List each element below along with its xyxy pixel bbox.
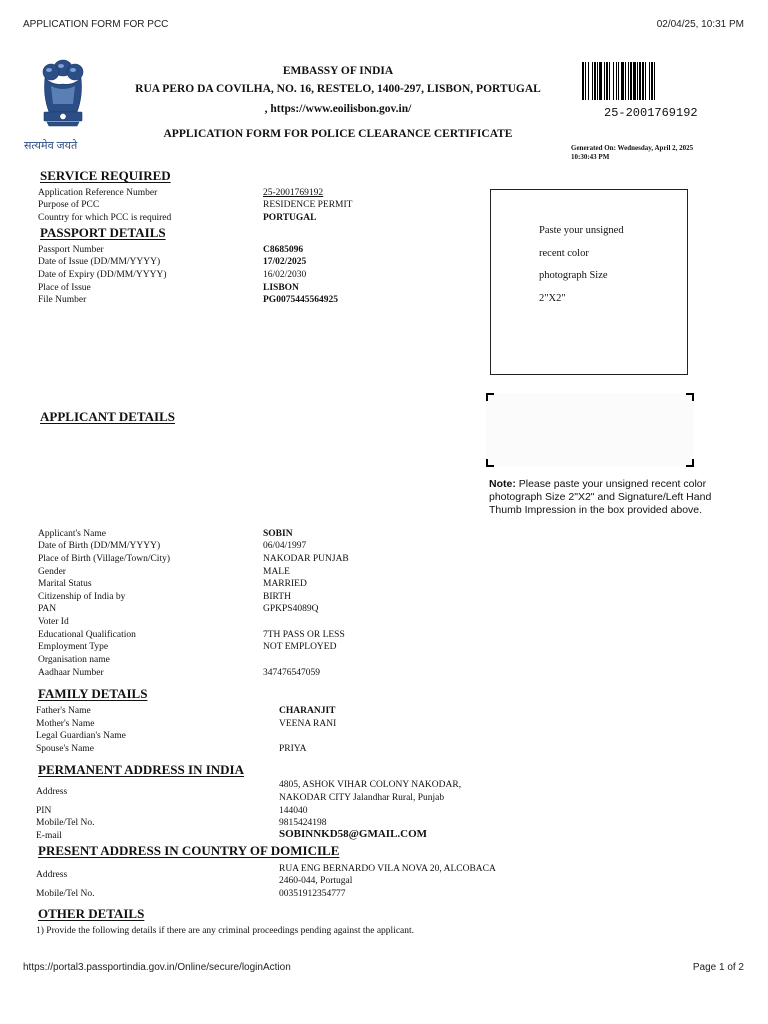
field-label: Organisation name xyxy=(38,655,110,665)
generated-on-time: 10:30:43 PM xyxy=(571,153,610,161)
corner-mark xyxy=(486,459,494,467)
field-label: Date of Birth (DD/MM/YYYY) xyxy=(38,541,161,551)
photo-instruction-line: photograph Size xyxy=(539,270,608,281)
section-title-applicant-details: APPLICANT DETAILS xyxy=(40,409,175,424)
field-label: Educational Qualification xyxy=(38,630,136,640)
field-value: RESIDENCE PERMIT xyxy=(263,200,353,210)
note-label: Note: xyxy=(489,478,516,490)
barcode-bars xyxy=(582,62,700,100)
field-value-pin: 144040 xyxy=(279,806,308,816)
photo-box xyxy=(490,189,688,375)
field-label: Mobile/Tel No. xyxy=(36,889,95,899)
field-value: GPKPS4089Q xyxy=(263,604,319,614)
field-label: Date of Expiry (DD/MM/YYYY) xyxy=(38,270,167,280)
field-value: PG0075445564925 xyxy=(263,295,338,305)
print-header-title: APPLICATION FORM FOR PCC xyxy=(23,19,169,30)
corner-mark xyxy=(686,393,694,401)
address-line: NAKODAR CITY Jalandhar Rural, Punjab xyxy=(279,793,445,803)
field-value: 17/02/2025 xyxy=(263,257,307,267)
field-label: Gender xyxy=(38,567,66,577)
national-emblem xyxy=(37,56,89,140)
barcode-bar xyxy=(655,62,657,100)
field-value: MARRIED xyxy=(263,579,307,589)
field-value: 06/04/1997 xyxy=(263,541,307,551)
field-label: Employment Type xyxy=(38,642,109,652)
field-value: MALE xyxy=(263,567,290,577)
field-value: VEENA RANI xyxy=(279,719,337,729)
field-value: PRIYA xyxy=(279,744,307,754)
embassy-name: EMBASSY OF INDIA xyxy=(282,65,394,77)
field-label: Father's Name xyxy=(36,706,91,716)
field-label: Mobile/Tel No. xyxy=(36,818,95,828)
field-label: PIN xyxy=(36,806,52,816)
emblem-motto: सत्यमेव जयते xyxy=(24,140,78,152)
field-label: PAN xyxy=(38,604,57,614)
generated-on xyxy=(571,144,741,162)
field-value-mobile: 9815424198 xyxy=(279,818,327,828)
corner-mark xyxy=(686,459,694,467)
field-value-email: SOBINNKD58@GMAIL.COM xyxy=(279,828,428,840)
field-value: BIRTH xyxy=(263,592,291,602)
address-line: 4805, ASHOK VIHAR COLONY NAKODAR, xyxy=(279,780,462,790)
barcode-number: 25-2001769192 xyxy=(604,106,698,120)
field-label: Citizenship of India by xyxy=(38,592,126,602)
print-footer-page: Page 1 of 2 xyxy=(692,962,744,973)
photo-instruction-line: Paste your unsigned xyxy=(539,225,624,236)
section-title-permanent-address: PERMANENT ADDRESS IN INDIA xyxy=(38,762,244,777)
field-value: CHARANJIT xyxy=(279,706,336,716)
corner-mark xyxy=(486,393,494,401)
field-label: Address xyxy=(36,870,68,880)
address-line: RUA ENG BERNARDO VILA NOVA 20, ALCOBACA xyxy=(279,864,496,874)
field-value: LISBON xyxy=(263,283,299,293)
section-title-service-required: SERVICE REQUIRED xyxy=(40,168,171,183)
section-title-passport-details: PASSPORT DETAILS xyxy=(40,225,166,240)
embassy-address: RUA PERO DA COVILHA, NO. 16, RESTELO, 1400-297, LISBON, PORTUGAL xyxy=(135,83,541,95)
field-label: Place of Birth (Village/Town/City) xyxy=(38,554,171,564)
field-value: SOBIN xyxy=(263,529,293,539)
photo-note xyxy=(489,478,739,517)
print-header-datetime: 02/04/25, 10:31 PM xyxy=(656,19,744,30)
field-label: Marital Status xyxy=(38,579,92,589)
field-value-app-ref: 25-2001769192 xyxy=(263,188,324,198)
field-value: PORTUGAL xyxy=(263,213,317,223)
field-label: Place of Issue xyxy=(38,283,91,293)
field-label: Date of Issue (DD/MM/YYYY) xyxy=(38,257,161,267)
field-label: Purpose of PCC xyxy=(38,200,100,210)
generated-on-date: Generated On: Wednesday, April 2, 2025 xyxy=(571,144,694,152)
field-label: Applicant's Name xyxy=(38,529,106,539)
field-value: 16/02/2030 xyxy=(263,270,307,280)
field-label: Country for which PCC is required xyxy=(38,213,172,223)
section-title-present-address: PRESENT ADDRESS IN COUNTRY OF DOMICILE xyxy=(38,843,340,858)
field-label: Address xyxy=(36,787,68,797)
section-title-other-details: OTHER DETAILS xyxy=(38,906,145,921)
embassy-website: , https://www.eoilisbon.gov.in/ xyxy=(264,103,412,115)
field-label: Voter Id xyxy=(38,617,69,627)
field-label: E-mail xyxy=(36,831,62,841)
field-value: 347476547059 xyxy=(263,668,320,678)
print-footer-url[interactable]: https://portal3.passportindia.gov.in/Online/secure/loginAction xyxy=(23,962,291,973)
note-text: Please paste your unsigned recent color photograph Size 2"X2" and Signature/Left Hand Thumb Impression in the box provided above. xyxy=(489,478,712,516)
signature-box xyxy=(486,393,694,467)
field-value: 7TH PASS OR LESS xyxy=(263,630,345,640)
field-label: Application Reference Number xyxy=(38,188,158,198)
address-line: 2460-044, Portugal xyxy=(279,876,353,886)
ashoka-lion-icon xyxy=(37,56,89,140)
form-title: APPLICATION FORM FOR POLICE CLEARANCE CERTIFICATE xyxy=(163,128,513,140)
field-label: Aadhaar Number xyxy=(38,668,104,678)
field-label: Spouse's Name xyxy=(36,744,94,754)
other-details-item: 1) Provide the following details if there are any criminal proceedings pending against the applicant. xyxy=(36,926,415,936)
field-value-mobile: 00351912354777 xyxy=(279,889,346,899)
field-value: NAKODAR PUNJAB xyxy=(263,554,349,564)
field-label: Passport Number xyxy=(38,245,104,255)
barcode xyxy=(582,62,700,100)
field-value: NOT EMPLOYED xyxy=(263,642,337,652)
field-label: Mother's Name xyxy=(36,719,95,729)
photo-instruction-line: recent color xyxy=(539,247,589,259)
photo-instruction-line: 2"X2" xyxy=(539,292,566,304)
field-label: File Number xyxy=(38,295,87,305)
field-label: Legal Guardian's Name xyxy=(36,731,126,741)
section-title-family-details: FAMILY DETAILS xyxy=(38,686,148,701)
field-value: C8685096 xyxy=(263,245,304,255)
